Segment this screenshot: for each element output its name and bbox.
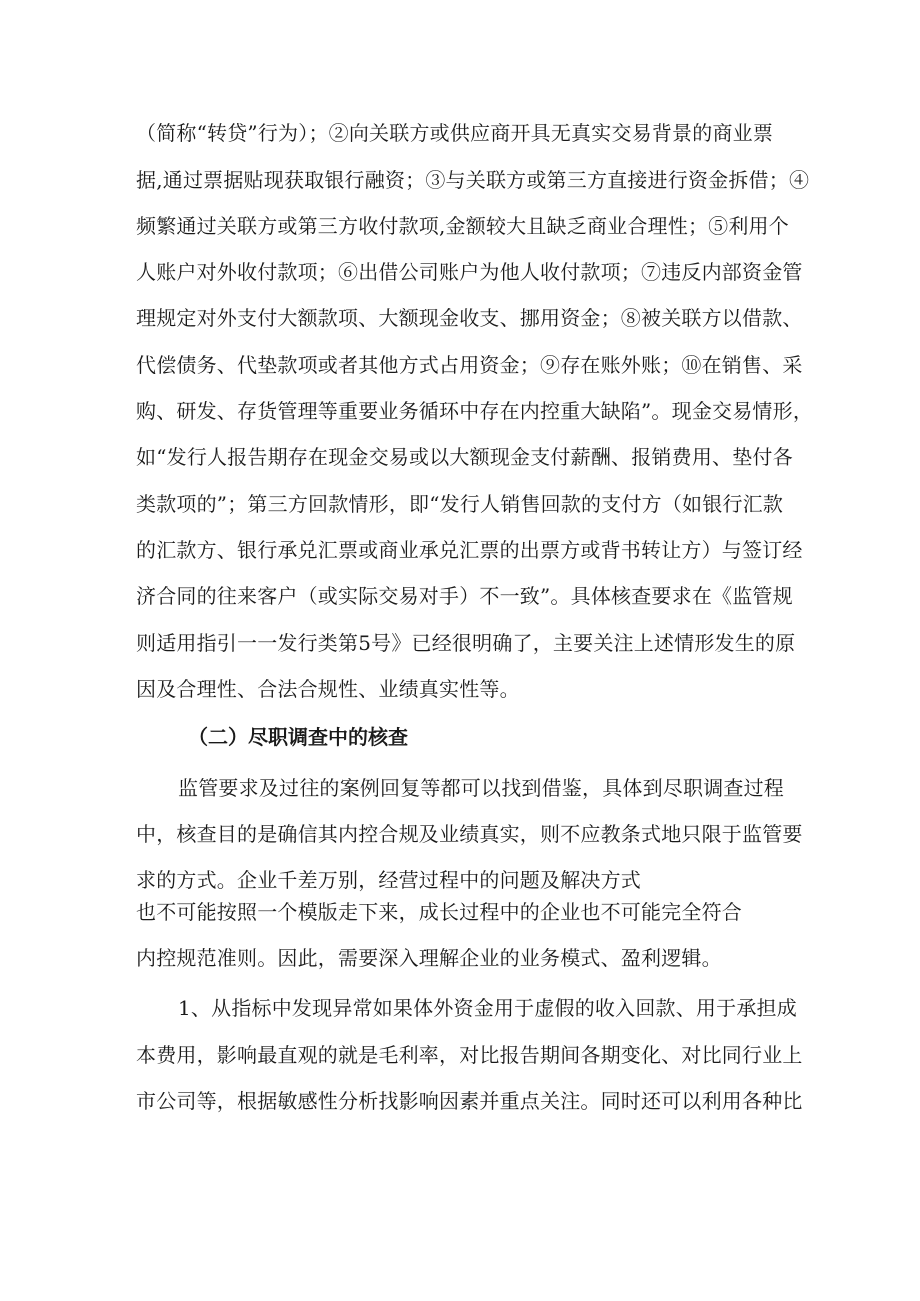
paragraph-line: 市公司等，根据敏感性分析找影响因素并重点关注。同时还可以利用各种比	[136, 1089, 803, 1113]
paragraph-line: 则适用指引一一发行类第5号》已经很明确了，主要关注上述情形发生的原	[136, 631, 796, 655]
paragraph-line: 济合同的往来客户（或实际交易对手）不一致”。具体核查要求在《监管规	[136, 584, 793, 608]
paragraph-line: 购、研发、存货管理等重要业务循环中存在内控重大缺陷”。现金交易情形，	[136, 399, 814, 423]
paragraph-line: 求的方式。企业千差万别，经营过程中的问题及解决方式	[136, 868, 641, 892]
paragraph-line: 中，核查目的是确信其内控合规及业绩真实，则不应教条式地只限于监管要	[136, 822, 803, 846]
paragraph-line: 因及合理性、合法合规性、业绩真实性等。	[136, 677, 520, 701]
paragraph-line: 人账户对外收付款项；⑥出借公司账户为他人收付款项；⑦违反内部资金管	[136, 260, 803, 284]
paragraph-line: 如“发行人报告期存在现金交易或以大额现金支付薪酬、报销费用、垫付各	[136, 445, 793, 469]
paragraph-line: 本费用，影响最直观的就是毛利率，对比报告期间各期变化、对比同行业上	[136, 1043, 803, 1067]
paragraph-line: 1、从指标中发现异常如果体外资金用于虚假的收入回款、用于承担成	[178, 996, 797, 1020]
paragraph-line: （简称“转贷”行为）；②向关联方或供应商开具无真实交易背景的商业票	[136, 121, 774, 145]
paragraph-line: 类款项的”；第三方回款情形，即“发行人销售回款的支付方（如银行汇款	[136, 492, 784, 516]
section-heading: （二）尽职调查中的核查	[188, 725, 408, 749]
paragraph-line: 监管要求及过往的案例回复等都可以找到借鉴，具体到尽职调查过程	[178, 776, 784, 800]
paragraph-line: 的汇款方、银行承兑汇票或商业承兑汇票的出票方或背书转让方）与签订经	[136, 538, 803, 562]
paragraph-line: 代偿债务、代垫款项或者其他方式占用资金；⑨存在账外账；⑩在销售、采	[136, 353, 803, 377]
paragraph-line: 频繁通过关联方或第三方收付款项,金额较大且缺乏商业合理性；⑤利用个	[136, 214, 789, 238]
paragraph-line: 内控规范准则。因此，需要深入理解企业的业务模式、盈利逻辑。	[136, 946, 722, 970]
paragraph-line: 理规定对外支付大额款项、大额现金收支、挪用资金；⑧被关联方以借款、	[136, 306, 803, 330]
paragraph-line: 也不可能按照一个模版走下来，成长过程中的企业也不可能完全符合	[136, 900, 742, 924]
paragraph-line: 据,通过票据贴现获取银行融资；③与关联方或第三方直接进行资金拆借；④	[136, 168, 810, 192]
